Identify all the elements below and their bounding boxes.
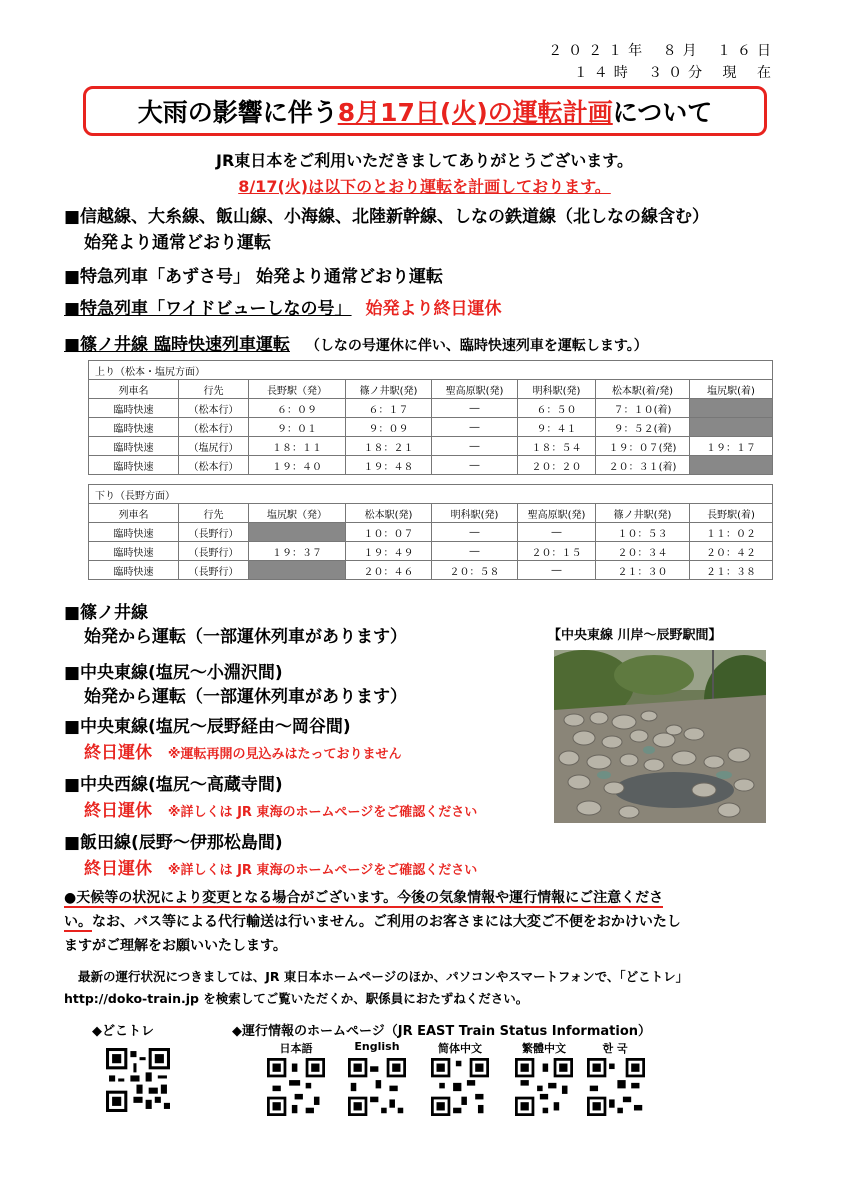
section-4-title: ■篠ノ井線 臨時快速列車運転 [64,335,290,355]
table-cell: １９：４９ [346,542,432,561]
table-cell: １９：１７ [690,437,773,456]
page-title [83,86,767,136]
table-cell: 臨時快速 [89,456,179,475]
table-cell: １９：０７(発) [596,437,690,456]
qr-label-ko: 한 국 [602,1042,628,1055]
table-cell: （長野行） [179,561,249,580]
qr-label-ja: 日本語 [279,1042,313,1055]
line-1-body: 始発から運転（一部運休列車があります） [84,627,407,647]
line-5-title: ■飯田線(辰野～伊那松島間) [64,833,283,853]
date-text: ２０２１年 ８月 １６日 [548,43,777,59]
footer-line-1: 最新の運行状況につきましては、JR 東日本ホームページのほか、パソコンやスマートフォンで、「どこトレ」 [78,969,689,984]
table-cell: （長野行） [179,542,249,561]
line-4-status-row [84,796,477,821]
date-time [548,40,777,84]
header-cell: 松本駅(着/発) [596,380,690,399]
notice-line-2a: い。 [64,914,92,930]
line-3-note: ※運転再開の見込みはたっておりません [167,747,402,762]
dokotore-label: ◆どこトレ [92,1024,154,1039]
table-cell: １９：４０ [249,456,346,475]
section-3 [64,294,501,319]
table-cell-empty [249,523,346,542]
table-cell: 臨時快速 [89,437,179,456]
footer-line-2: http://doko-train.jp を検索してご覧いただくか、駅係員におたずねください。 [64,991,529,1006]
table-cell: ２１：３８ [690,561,773,580]
table-cell: ― [432,437,518,456]
down-timetable [88,484,773,580]
qr-code-ja[interactable] [267,1058,325,1116]
qr-code-dokotore[interactable] [106,1048,170,1112]
section-2-title: ■特急列車「あずさ号」 始発より通常どおり運転 [64,267,443,287]
status-label: ◆運行情報のホームページ（JR EAST Train Status Information） [232,1024,652,1039]
line-5-status-row [84,854,477,879]
footer-text [64,966,794,1010]
header-cell: 塩尻駅（発） [249,504,346,523]
notice-line-3: ますがご理解をお願いいたします。 [64,938,287,954]
section-4 [64,330,648,355]
table-row [89,523,773,542]
intro-line-1: JR東日本をご利用いただきましてありがとうございます。 [216,151,633,170]
table-cell-empty [690,399,773,418]
landslide-photo [554,650,766,823]
table-row [89,561,773,580]
table-cell: １８：２１ [346,437,432,456]
line-4-status: 終日運休 [84,801,152,821]
table-cell: ― [432,399,518,418]
header-cell: 行先 [179,380,249,399]
table-cell: ２０：４６ [346,561,432,580]
line-1-title: ■篠ノ井線 [64,603,149,623]
section-1-body: 始発より通常どおり運転 [84,233,271,253]
table-cell: ６：０９ [249,399,346,418]
table-cell: （長野行） [179,523,249,542]
table-cell: ６：５０ [518,399,596,418]
line-4-note: ※詳しくは JR 東海のホームページをご確認ください [167,805,478,820]
table-cell: ７：１０(着) [596,399,690,418]
header-cell: 聖高原駅(発) [432,380,518,399]
table-cell: ２０：４２ [690,542,773,561]
table-cell: 臨時快速 [89,542,179,561]
table-cell: 臨時快速 [89,399,179,418]
qr-label-zh-tw: 繁體中文 [522,1042,566,1055]
up-timetable [88,360,773,475]
header-cell: 明科駅(発) [518,380,596,399]
intro-line-2-text: 8/17(火)は以下のとおり運転を計画しております。 [238,177,611,196]
down-caption: 下り（長野方面） [89,485,773,504]
header-cell: 長野駅（発） [249,380,346,399]
table-cell-empty [690,418,773,437]
qr-code-zh-tw[interactable] [515,1058,573,1116]
line-2-title: ■中央東線(塩尻～小淵沢間) [64,663,283,683]
line-4-title: ■中央西線(塩尻～高蔵寺間) [64,775,283,795]
table-cell: 臨時快速 [89,561,179,580]
table-cell: 臨時快速 [89,418,179,437]
section-4-note: （しなの号運休に伴い、臨時快速列車を運転します。） [305,338,648,354]
notice-line-1: ●天候等の状況により変更となる場合がございます。今後の気象情報や運行情報にご注意くださ [64,890,664,906]
table-cell: ９：４１ [518,418,596,437]
header-cell: 行先 [179,504,249,523]
line-3-status: 終日運休 [84,743,152,763]
table-cell: １０：０７ [346,523,432,542]
table-row [89,399,773,418]
intro-line-2 [0,174,849,197]
qr-label-zh-cn: 简体中文 [438,1042,482,1055]
table-cell: ２１：３０ [596,561,690,580]
table-cell: ２０：５８ [432,561,518,580]
notice-line-2b: なお、バス等による代行輸送は行いません。ご利用のお客さまには大変ご不便をおかけいたし [92,914,681,930]
title-prefix: 大雨の影響に伴う [137,98,338,127]
line-3-title: ■中央東線(塩尻～辰野経由～岡谷間) [64,717,351,737]
table-cell: ２０：３４ [596,542,690,561]
title-highlight: 8月17日(火)の運転計画 [337,98,613,127]
header-cell: 長野駅(着) [690,504,773,523]
title-suffix: について [612,98,713,127]
section-3-status: 始発より終日運休 [365,299,502,319]
table-row [89,437,773,456]
table-cell: ９：０９ [346,418,432,437]
table-row [89,418,773,437]
line-5-status: 終日運休 [84,859,152,879]
landslide-photo-image [554,650,766,823]
table-row [89,456,773,475]
table-cell: ― [432,542,518,561]
table-cell: （塩尻行） [179,437,249,456]
qr-label-en: English [354,1040,400,1053]
time-text: １４時 ３０分 現 在 [573,65,777,81]
header-cell: 聖高原駅(発) [518,504,596,523]
table-cell: ― [432,456,518,475]
qr-code-ko[interactable] [587,1058,645,1116]
table-cell: ― [518,561,596,580]
header-cell: 篠ノ井駅(発) [596,504,690,523]
qr-code-zh-cn[interactable] [431,1058,489,1116]
table-cell: １８：５４ [518,437,596,456]
header-cell: 松本駅(発) [346,504,432,523]
line-2-body: 始発から運転（一部運休列車があります） [84,687,407,707]
qr-code-en[interactable] [348,1058,406,1116]
table-cell: １９：４８ [346,456,432,475]
table-cell: ― [432,523,518,542]
table-cell: ２０：２０ [518,456,596,475]
table-cell: ２０：１５ [518,542,596,561]
line-3-status-row [84,738,402,763]
table-row [89,542,773,561]
table-cell: ９：０１ [249,418,346,437]
photo-caption: 【中央東線 川岸～辰野駅間】 [548,628,722,643]
section-1-title: ■信越線、大糸線、飯山線、小海線、北陸新幹線、しなの鉄道線（北しなの線含む） [64,207,710,227]
table-cell: ９：５２(着) [596,418,690,437]
table-cell: （松本行） [179,456,249,475]
table-cell: 臨時快速 [89,523,179,542]
table-cell: １０：５３ [596,523,690,542]
table-cell: １８：１１ [249,437,346,456]
up-caption: 上り（松本・塩尻方面） [89,361,773,380]
table-cell: １９：３７ [249,542,346,561]
table-cell: （松本行） [179,418,249,437]
table-cell-empty [690,456,773,475]
line-5-note: ※詳しくは JR 東海のホームページをご確認ください [167,863,478,878]
table-header-row [89,380,773,399]
header-cell: 列車名 [89,380,179,399]
table-cell: ２０：３１(着) [596,456,690,475]
table-cell-empty [249,561,346,580]
table-cell: ６：１７ [346,399,432,418]
table-header-row [89,504,773,523]
table-cell: １１：０２ [690,523,773,542]
table-cell: ― [518,523,596,542]
header-cell: 篠ノ井駅(発) [346,380,432,399]
table-cell: ― [432,418,518,437]
header-cell: 明科駅(発) [432,504,518,523]
header-cell: 列車名 [89,504,179,523]
table-cell: （松本行） [179,399,249,418]
section-3-title: ■特急列車「ワイドビューしなの号」 [64,299,352,319]
header-cell: 塩尻駅(着) [690,380,773,399]
notice [64,886,784,958]
